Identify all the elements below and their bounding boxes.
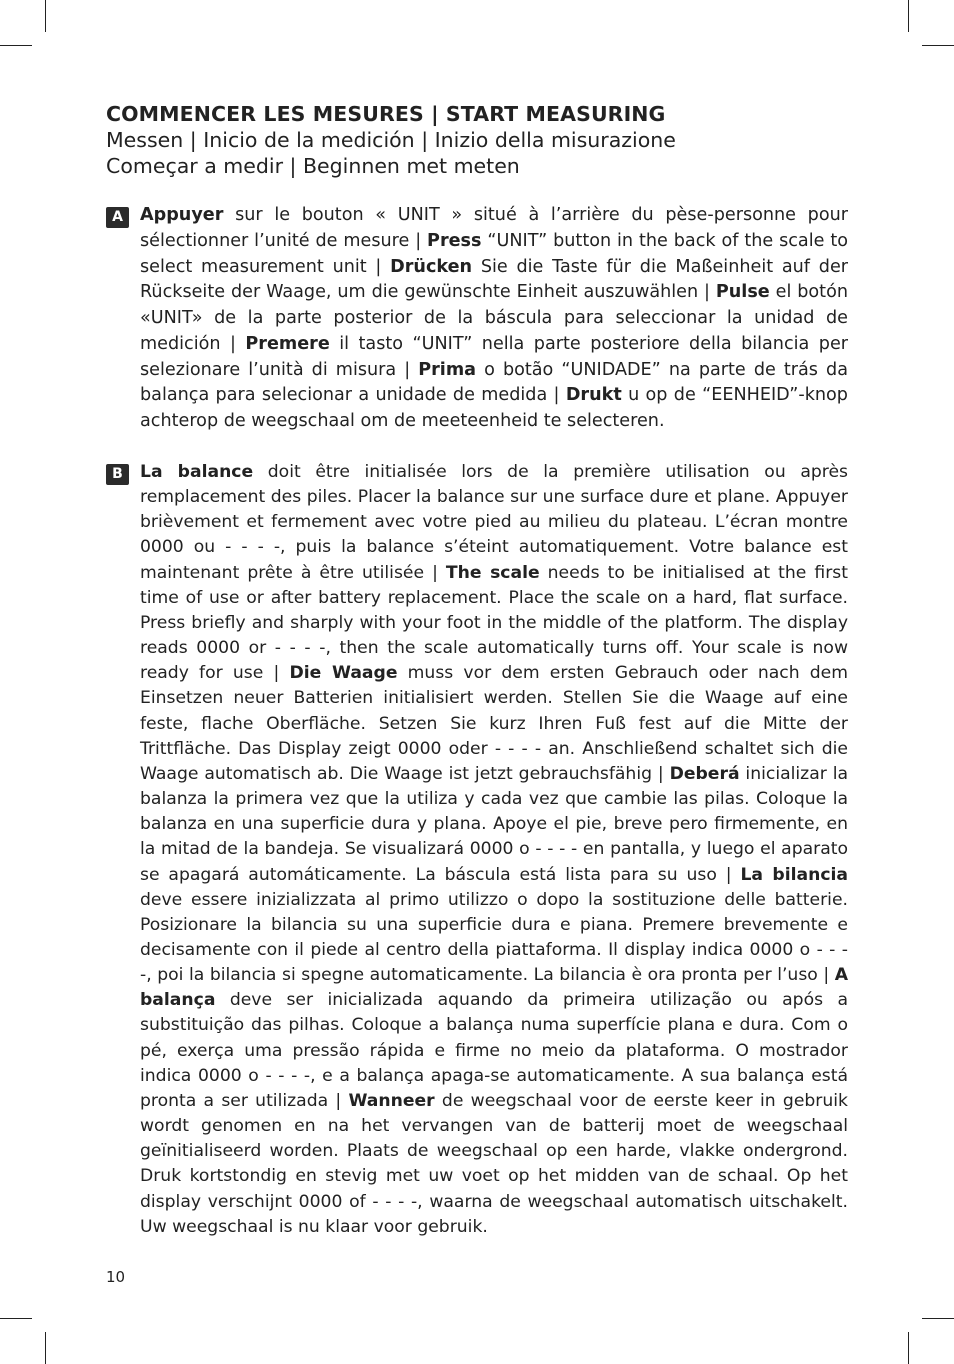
keyword: Prima bbox=[418, 359, 477, 380]
keyword: La bilancia bbox=[740, 864, 849, 885]
heading-title: COMMENCER LES MESURES | START MEASURING bbox=[106, 102, 666, 126]
body-text: o botão “UNIDADE” na parte de trás da balança para selecionar a unidade de medida | bbox=[140, 359, 848, 406]
keyword: Die Waage bbox=[289, 663, 398, 684]
body-text: deve essere inizializzata al primo utilizzo o dopo la sostituzione delle batterie. Posizionare la bilancia su una superficie dura e piana. Premere brevemente e decisamente con il piede al centro della piattaforma. Il display indica 0000 o - - - -, poi la bilancia si spegne automaticamente. La bilancia è ora pronta per l’uso | bbox=[140, 889, 848, 986]
body-text: “UNIT” button in the back of the scale to select measurement unit | bbox=[140, 230, 848, 277]
step-a-paragraph bbox=[140, 203, 848, 435]
body-text: sur le bouton « UNIT » situé à l’arrière du pèse-personne pour sélectionner l’unité de mesure | bbox=[140, 205, 848, 251]
keyword: Wanneer bbox=[348, 1090, 435, 1111]
keyword: Deberá bbox=[669, 763, 740, 784]
step-b-paragraph bbox=[140, 460, 848, 1240]
body-text: u op de “EENHEID”-knop achterop de weegschaal om de meeteenheid te selecteren. bbox=[140, 385, 848, 431]
body-text: needs to be initialised at the first time of use or after battery replacement. Place the scale on a hard, flat surface. Press briefly and sharply with your foot in the middle of the platform. The display reads 0000 or - - - -, then the scale automatically turns off. Your scale is now ready for use | bbox=[140, 562, 848, 684]
heading-line-2: Messen | Inicio de la medición | Inizio della misurazione bbox=[106, 128, 676, 152]
keyword: Premere bbox=[245, 333, 330, 354]
keyword: Drukt bbox=[565, 385, 622, 406]
body-text: Sie die Taste für die Maßeinheit auf der Rückseite der Waage, um die gewünschte Einheit auszuwählen | bbox=[140, 256, 849, 303]
heading-line-3: Começar a medir | Beginnen met meten bbox=[106, 154, 520, 178]
keyword: Pulse bbox=[715, 282, 770, 303]
step-marker-a: A bbox=[106, 207, 129, 228]
body-text: de weegschaal voor de eerste keer in gebruik wordt genomen en na het vervangen van de batterij moet de weegschaal geïnitialiseerd worden. Plaats de weegschaal op een harde, vlakke ondergrond. Druk kortstondig en stevig met uw voet op het midden van de schaal. Op het display verschijnt 0000 of - - - -, waarna de weegschaal automatisch uitschakelt. Uw weegschaal is nu klaar voor gebruik. bbox=[140, 1090, 848, 1237]
crop-mark-bottom-left-horizontal bbox=[0, 1318, 32, 1319]
body-text: deve ser inicializada aquando da primeira utilização ou após a substituição das pilhas. Coloque a balança numa superfície plana e dura. Com o pé, exerça uma pressão rápida e firme no meio da plataforma. O mostrador indica 0000 o - - - -, e a balança apaga-se automaticamente. A sua balança está pronta a ser utilizada | bbox=[140, 990, 848, 1111]
keyword: La balance bbox=[140, 462, 254, 482]
section-heading bbox=[106, 101, 866, 179]
crop-mark-top-left-horizontal bbox=[0, 45, 32, 46]
crop-mark-bottom-right-horizontal bbox=[922, 1318, 954, 1319]
keyword: Press bbox=[427, 230, 482, 251]
body-text: el botón «UNIT» de la parte posterior de la báscula para seleccionar la unidad de medición | bbox=[140, 282, 848, 354]
keyword: The scale bbox=[445, 562, 540, 583]
body-text: muss vor dem ersten Gebrauch oder nach dem Einsetzen neuer Batterien initialisiert werden. Stellen Sie die Waage auf eine feste, flache Oberfläche. Setzen Sie kurz Ihren Fuß fest auf die Mitte der Trittfläche. Das Display zeigt 0000 oder - - - - an. Anschließend schaltet sich die Waage automatisch ab. Die Waage ist jetzt gebrauchsfähig | bbox=[140, 663, 848, 784]
crop-mark-bottom-right-vertical bbox=[908, 1332, 909, 1364]
body-text: doit être initialisée lors de la première utilisation ou après remplacement des piles. Placer la balance sur une surface dure et plane. Appuyer brièvement et fermement avec votre pied au milieu du plateau. L’écran montre 0000 ou - - - -, puis la balance s’éteint automatiquement. Votre balance est maintenant prête à être utilisée | bbox=[140, 462, 848, 583]
body-text: il tasto “UNIT” nella parte posteriore della bilancia per selezionare l’unità di misura | bbox=[140, 333, 849, 380]
keyword: A balança bbox=[140, 965, 848, 1011]
crop-mark-top-right-vertical bbox=[908, 0, 909, 32]
page-number: 10 bbox=[106, 1268, 126, 1286]
crop-mark-top-left-vertical bbox=[45, 0, 46, 32]
keyword: Appuyer bbox=[140, 205, 224, 225]
body-text: inicializar la balanza la primera vez que la utiliza y cada vez que cambie las pilas. Coloque la balanza en una superficie dura y plana. Apoye el pie, breve pero firmemente, en la mitad de la bandeja. Se visualizará 0000 o - - - - en pantalla, y luego el aparato se apagará automáticamente. La báscula está lista para su uso | bbox=[140, 763, 848, 885]
step-marker-b: B bbox=[106, 464, 129, 485]
keyword: Drücken bbox=[390, 256, 473, 277]
crop-mark-bottom-left-vertical bbox=[45, 1332, 46, 1364]
crop-mark-top-right-horizontal bbox=[922, 45, 954, 46]
